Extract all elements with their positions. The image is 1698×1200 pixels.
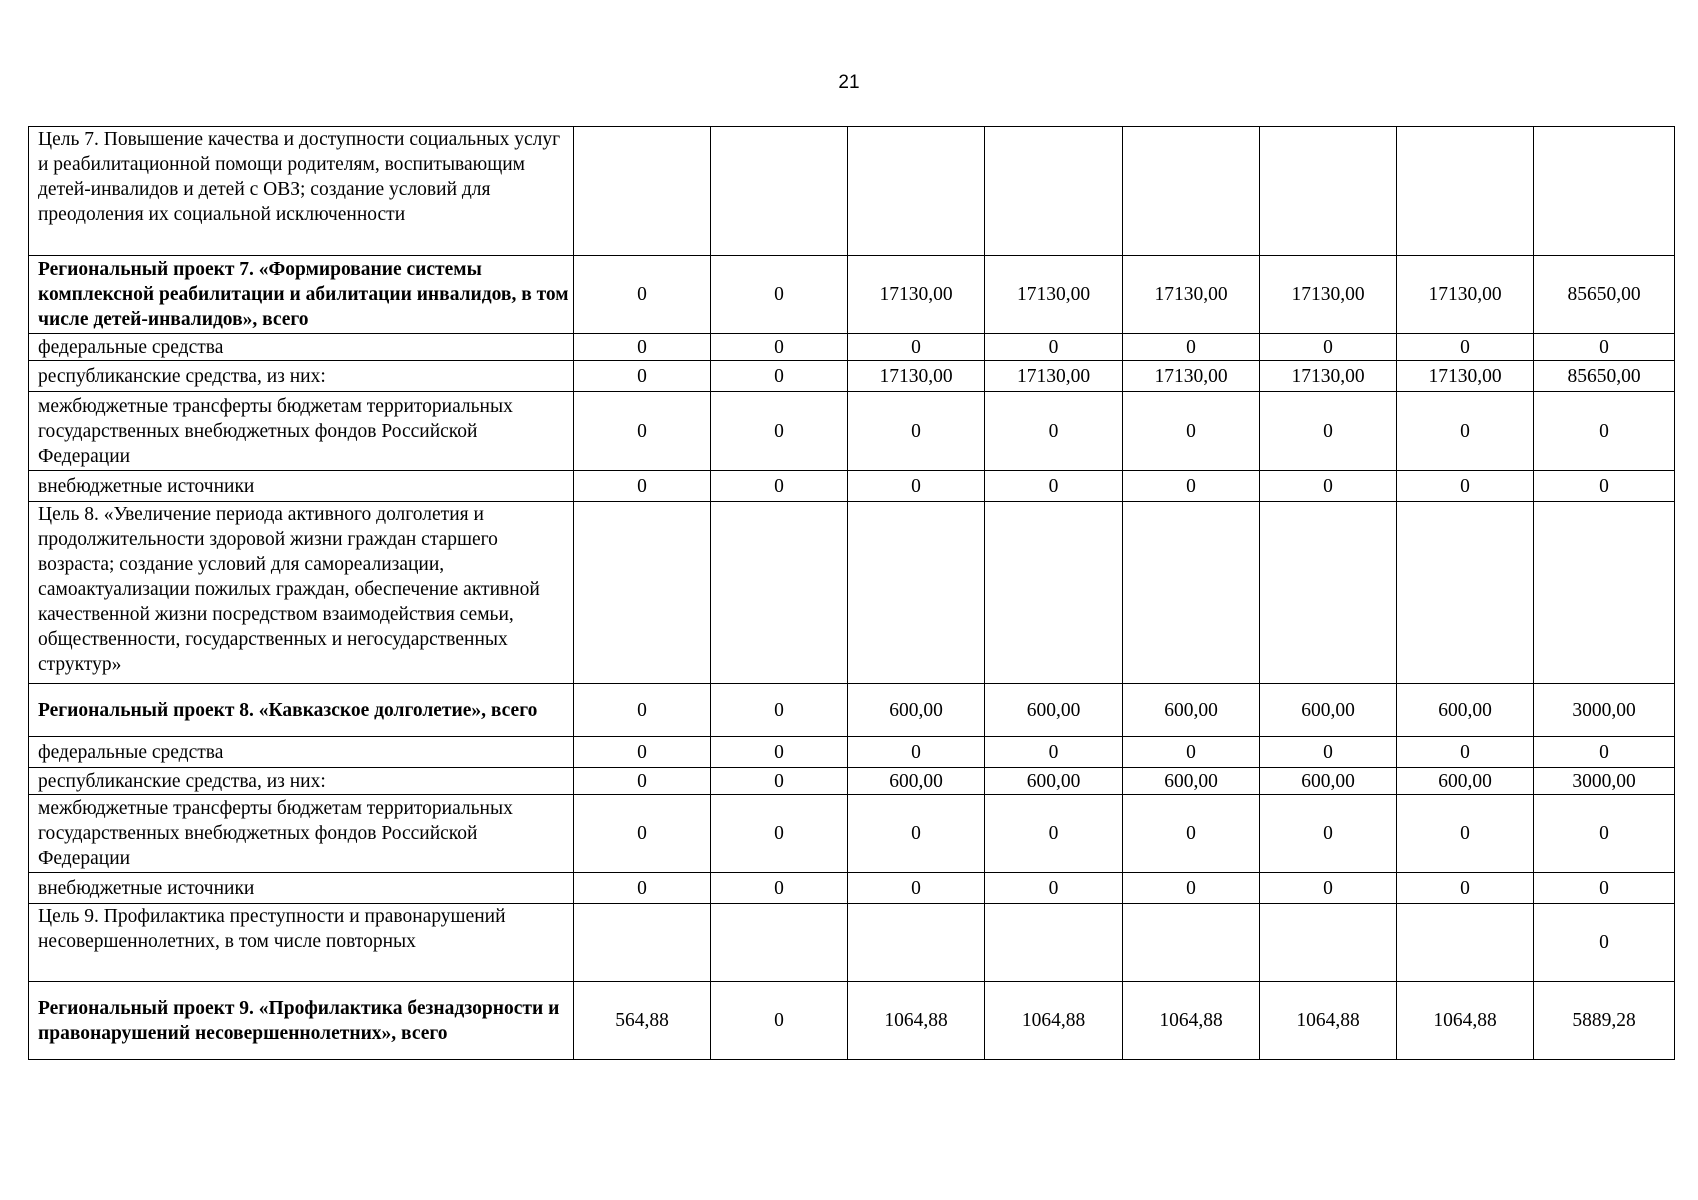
value-cell: 600,00: [1397, 768, 1534, 795]
value-cell: 0: [985, 334, 1123, 361]
value-cell: 0: [985, 737, 1123, 768]
value-cell: 17130,00: [1260, 361, 1397, 392]
value-cell: [1123, 502, 1260, 684]
value-cell: 600,00: [1260, 768, 1397, 795]
value-cell: [711, 127, 848, 256]
row-label: Цель 9. Профилактика преступности и правонарушений несовершеннолетних, в том числе повторных: [29, 904, 574, 982]
row-label: межбюджетные трансферты бюджетам территориальных государственных внебюджетных фондов Российской Федерации: [29, 795, 574, 873]
value-cell: 1064,88: [985, 982, 1123, 1060]
value-cell: 0: [574, 795, 711, 873]
value-cell: 0: [1534, 392, 1675, 471]
value-cell: 0: [848, 471, 985, 502]
value-cell: 17130,00: [848, 361, 985, 392]
value-cell: [1260, 127, 1397, 256]
value-cell: 600,00: [1397, 684, 1534, 737]
value-cell: 600,00: [1260, 684, 1397, 737]
value-cell: 0: [1397, 795, 1534, 873]
value-cell: 0: [1397, 334, 1534, 361]
table-row: [29, 361, 1675, 392]
value-cell: [848, 502, 985, 684]
value-cell: 0: [848, 737, 985, 768]
row-label: Цель 7. Повышение качества и доступности социальных услуг и реабилитационной помощи родителям, воспитывающим детей-инвалидов и детей с ОВЗ; создание условий для преодоления их социальной исключенности: [29, 127, 574, 256]
value-cell: 1064,88: [1260, 982, 1397, 1060]
value-cell: 600,00: [1123, 768, 1260, 795]
value-cell: 0: [1534, 737, 1675, 768]
row-label: внебюджетные источники: [29, 873, 574, 904]
value-cell: 0: [848, 873, 985, 904]
value-cell: 600,00: [985, 768, 1123, 795]
value-cell: 0: [574, 471, 711, 502]
value-cell: [1123, 904, 1260, 982]
table-row: [29, 334, 1675, 361]
value-cell: [1397, 502, 1534, 684]
value-cell: 17130,00: [848, 256, 985, 334]
value-cell: 0: [985, 873, 1123, 904]
value-cell: 600,00: [848, 684, 985, 737]
value-cell: [1534, 127, 1675, 256]
value-cell: [985, 127, 1123, 256]
value-cell: [711, 904, 848, 982]
table-row: [29, 684, 1675, 737]
value-cell: 0: [1260, 737, 1397, 768]
value-cell: 0: [574, 873, 711, 904]
value-cell: [574, 904, 711, 982]
value-cell: 17130,00: [1260, 256, 1397, 334]
value-cell: 17130,00: [985, 361, 1123, 392]
row-label: Региональный проект 7. «Формирование системы комплексной реабилитации и абилитации инвалидов, в том числе детей-инвалидов», всего: [29, 256, 574, 334]
value-cell: 0: [1260, 334, 1397, 361]
table-row: [29, 768, 1675, 795]
value-cell: 17130,00: [985, 256, 1123, 334]
row-label: внебюджетные источники: [29, 471, 574, 502]
value-cell: 0: [848, 334, 985, 361]
value-cell: 0: [848, 392, 985, 471]
table-row: [29, 873, 1675, 904]
value-cell: 0: [1397, 737, 1534, 768]
value-cell: 0: [711, 684, 848, 737]
row-label: федеральные средства: [29, 737, 574, 768]
value-cell: 0: [985, 392, 1123, 471]
value-cell: 0: [985, 471, 1123, 502]
budget-table: [28, 126, 1675, 1060]
value-cell: [1534, 502, 1675, 684]
row-label: межбюджетные трансферты бюджетам территориальных государственных внебюджетных фондов Российской Федерации: [29, 392, 574, 471]
table-row: [29, 904, 1675, 982]
value-cell: 0: [1260, 471, 1397, 502]
value-cell: 3000,00: [1534, 684, 1675, 737]
value-cell: 0: [1534, 471, 1675, 502]
value-cell: 0: [711, 982, 848, 1060]
value-cell: [1397, 127, 1534, 256]
table-row: [29, 127, 1675, 256]
value-cell: 85650,00: [1534, 361, 1675, 392]
value-cell: 0: [1260, 873, 1397, 904]
value-cell: 0: [711, 737, 848, 768]
value-cell: 0: [711, 471, 848, 502]
value-cell: 0: [1123, 334, 1260, 361]
value-cell: [711, 502, 848, 684]
value-cell: [1397, 904, 1534, 982]
value-cell: 0: [711, 256, 848, 334]
value-cell: 0: [1260, 795, 1397, 873]
value-cell: 0: [711, 392, 848, 471]
value-cell: 1064,88: [848, 982, 985, 1060]
table-row: [29, 795, 1675, 873]
value-cell: 0: [574, 256, 711, 334]
value-cell: 0: [1397, 873, 1534, 904]
row-label: республиканские средства, из них:: [29, 768, 574, 795]
value-cell: 85650,00: [1534, 256, 1675, 334]
value-cell: 0: [1534, 795, 1675, 873]
value-cell: 0: [574, 392, 711, 471]
page-number: 21: [838, 72, 860, 93]
value-cell: 0: [1123, 471, 1260, 502]
value-cell: [848, 127, 985, 256]
value-cell: 0: [1397, 392, 1534, 471]
value-cell: 0: [574, 334, 711, 361]
value-cell: 0: [848, 795, 985, 873]
value-cell: 0: [711, 768, 848, 795]
row-label: Региональный проект 8. «Кавказское долголетие», всего: [29, 684, 574, 737]
value-cell: 0: [1123, 737, 1260, 768]
value-cell: 17130,00: [1397, 361, 1534, 392]
value-cell: 0: [1260, 392, 1397, 471]
value-cell: 0: [574, 361, 711, 392]
value-cell: 0: [711, 873, 848, 904]
value-cell: 0: [1534, 873, 1675, 904]
row-label: республиканские средства, из них:: [29, 361, 574, 392]
value-cell: 1064,88: [1397, 982, 1534, 1060]
value-cell: [848, 904, 985, 982]
value-cell: 17130,00: [1123, 361, 1260, 392]
value-cell: [574, 502, 711, 684]
table-row: [29, 982, 1675, 1060]
value-cell: 0: [1123, 873, 1260, 904]
value-cell: [1260, 502, 1397, 684]
value-cell: 564,88: [574, 982, 711, 1060]
value-cell: [985, 502, 1123, 684]
table-row: [29, 392, 1675, 471]
value-cell: 600,00: [985, 684, 1123, 737]
table-row: [29, 737, 1675, 768]
value-cell: 1064,88: [1123, 982, 1260, 1060]
value-cell: 600,00: [848, 768, 985, 795]
value-cell: 17130,00: [1123, 256, 1260, 334]
value-cell: [1260, 904, 1397, 982]
row-label: Цель 8. «Увеличение периода активного долголетия и продолжительности здоровой жизни граждан старшего возраста; создание условий для самореализации, самоактуализации пожилых граждан, обеспечение активной качественной жизни посредством взаимодействия семьи, общественности, государственных и негосударственных структур»: [29, 502, 574, 684]
value-cell: 3000,00: [1534, 768, 1675, 795]
value-cell: 0: [711, 361, 848, 392]
value-cell: 0: [711, 795, 848, 873]
table-row: [29, 471, 1675, 502]
value-cell: 0: [574, 684, 711, 737]
value-cell: 600,00: [1123, 684, 1260, 737]
value-cell: 0: [711, 334, 848, 361]
value-cell: 0: [1534, 334, 1675, 361]
value-cell: 5889,28: [1534, 982, 1675, 1060]
value-cell: 0: [1397, 471, 1534, 502]
value-cell: 0: [1123, 392, 1260, 471]
row-label: федеральные средства: [29, 334, 574, 361]
value-cell: 0: [574, 768, 711, 795]
value-cell: 0: [985, 795, 1123, 873]
row-label: Региональный проект 9. «Профилактика безнадзорности и правонарушений несовершеннолетних», всего: [29, 982, 574, 1060]
value-cell: [985, 904, 1123, 982]
value-cell: [1123, 127, 1260, 256]
value-cell: 17130,00: [1397, 256, 1534, 334]
value-cell: 0: [574, 737, 711, 768]
value-cell: [574, 127, 711, 256]
value-cell: 0: [1534, 904, 1675, 982]
value-cell: 0: [1123, 795, 1260, 873]
table-row: [29, 256, 1675, 334]
table-row: [29, 502, 1675, 684]
